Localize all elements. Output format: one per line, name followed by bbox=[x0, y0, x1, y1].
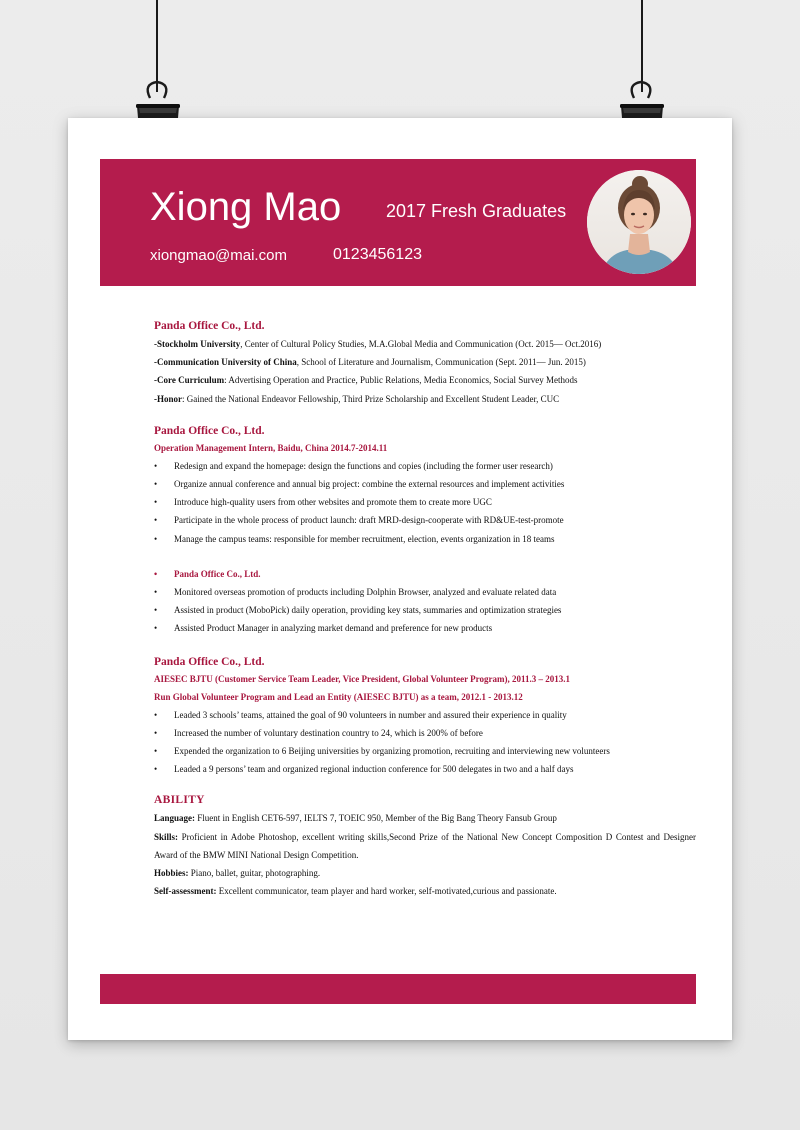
ability-title: ABILITY bbox=[154, 794, 205, 807]
list-item: • Assisted Product Manager in analyzing market demand and preference for new products bbox=[154, 619, 696, 637]
list-item: • Expended the organization to 6 Beijing universities by organizing promotion, recruiting and interviewing new volunteers bbox=[154, 742, 696, 760]
education-list bbox=[154, 335, 696, 408]
list-item: • Monitored overseas promotion of products including Dolphin Browser, analyzed and evaluate related data bbox=[154, 583, 696, 601]
sub-company-item: • Panda Office Co., Ltd. bbox=[154, 565, 696, 583]
list-item: • Leaded 3 schools’ teams, attained the goal of 90 volunteers in number and assured their experience in quality bbox=[154, 706, 696, 724]
candidate-phone: 0123456123 bbox=[333, 246, 422, 263]
experience-subtitle: Operation Management Intern, Baidu, China 2014.7-2014.11 bbox=[154, 442, 388, 453]
list-item: • Leaded a 9 persons’ team and organized regional induction conference for 500 delegates in two and a half days bbox=[154, 760, 696, 778]
resume-header bbox=[100, 159, 696, 286]
list-item: • Organize annual conference and annual big project: combine the external resources and implement activities bbox=[154, 475, 696, 493]
experience-title: Panda Office Co., Ltd. bbox=[154, 424, 265, 437]
experience-subtitle: AIESEC BJTU (Customer Service Team Leader, Vice President, Global Volunteer Program), 2011.3 – 2013.1 bbox=[154, 673, 570, 684]
resume-paper bbox=[68, 118, 732, 1040]
list-item: • Increased the number of voluntary destination country to 24, which is 200% of before bbox=[154, 724, 696, 742]
education-line: -Communication University of China, School of Literature and Journalism, Communication (Sept. 2011— Jun. 2015) bbox=[154, 357, 586, 368]
ability-item: Hobbies: Piano, ballet, guitar, photographing. bbox=[154, 868, 321, 879]
experience-title: Panda Office Co., Ltd. bbox=[154, 655, 265, 668]
list-item: • Redesign and expand the homepage: design the functions and copies (including the former user research) bbox=[154, 457, 696, 475]
list-item: • Assisted in product (MoboPick) daily operation, providing key stats, summaries and optimization strategies bbox=[154, 601, 696, 619]
candidate-email: xiongmao@mai.com bbox=[150, 247, 287, 264]
education-line: -Core Curriculum: Advertising Operation and Practice, Public Relations, Media Economics, Social Survey Methods bbox=[154, 375, 578, 386]
candidate-tagline: 2017 Fresh Graduates bbox=[386, 201, 567, 221]
hanging-wire-right bbox=[641, 0, 643, 92]
experience-sub-bullets bbox=[154, 565, 696, 638]
ability-item: Self-assessment: Excellent communicator, team player and hard worker, self-motivated,curious and passionate. bbox=[154, 886, 557, 897]
list-item: • Participate in the whole process of product launch: draft MRD-design-cooperate with RD&UE-test-promote bbox=[154, 511, 696, 529]
ability-item: Skills: Proficient in Adobe Photoshop, excellent writing skills,Second Prize of the National New Concept Composition D Contest and Designer Award of the BMW MINI National Design Competition. bbox=[154, 831, 696, 860]
ability-item: Language: Fluent in English CET6-597, IELTS 7, TOEIC 950, Member of the Big Bang Theory Fansub Group bbox=[154, 813, 557, 824]
profile-photo bbox=[587, 170, 691, 274]
list-item: • Manage the campus teams: responsible for member recruitment, election, events organization in 18 teams bbox=[154, 530, 696, 548]
education-line: -Honor: Gained the National Endeavor Fellowship, Third Prize Scholarship and Excellent Student Leader, CUC bbox=[154, 393, 560, 404]
education-title: Panda Office Co., Ltd. bbox=[154, 320, 265, 332]
candidate-name: Xiong Mao bbox=[150, 185, 342, 229]
hanging-wire-left bbox=[156, 0, 158, 92]
ability-list bbox=[154, 809, 696, 900]
footer-bar bbox=[100, 974, 696, 1004]
experience-bullets bbox=[154, 706, 696, 779]
list-item: • Introduce high-quality users from other websites and promote them to create more UGC bbox=[154, 493, 696, 511]
experience-subtitle: Run Global Volunteer Program and Lead an Entity (AIESEC BJTU) as a team, 2012.1 - 2013.12 bbox=[154, 691, 523, 702]
resume-content bbox=[154, 318, 696, 900]
experience-bullets bbox=[154, 457, 696, 548]
education-line: -Stockholm University, Center of Cultural Policy Studies, M.A.Global Media and Communication (Oct. 2015— Oct.2016) bbox=[154, 339, 602, 349]
